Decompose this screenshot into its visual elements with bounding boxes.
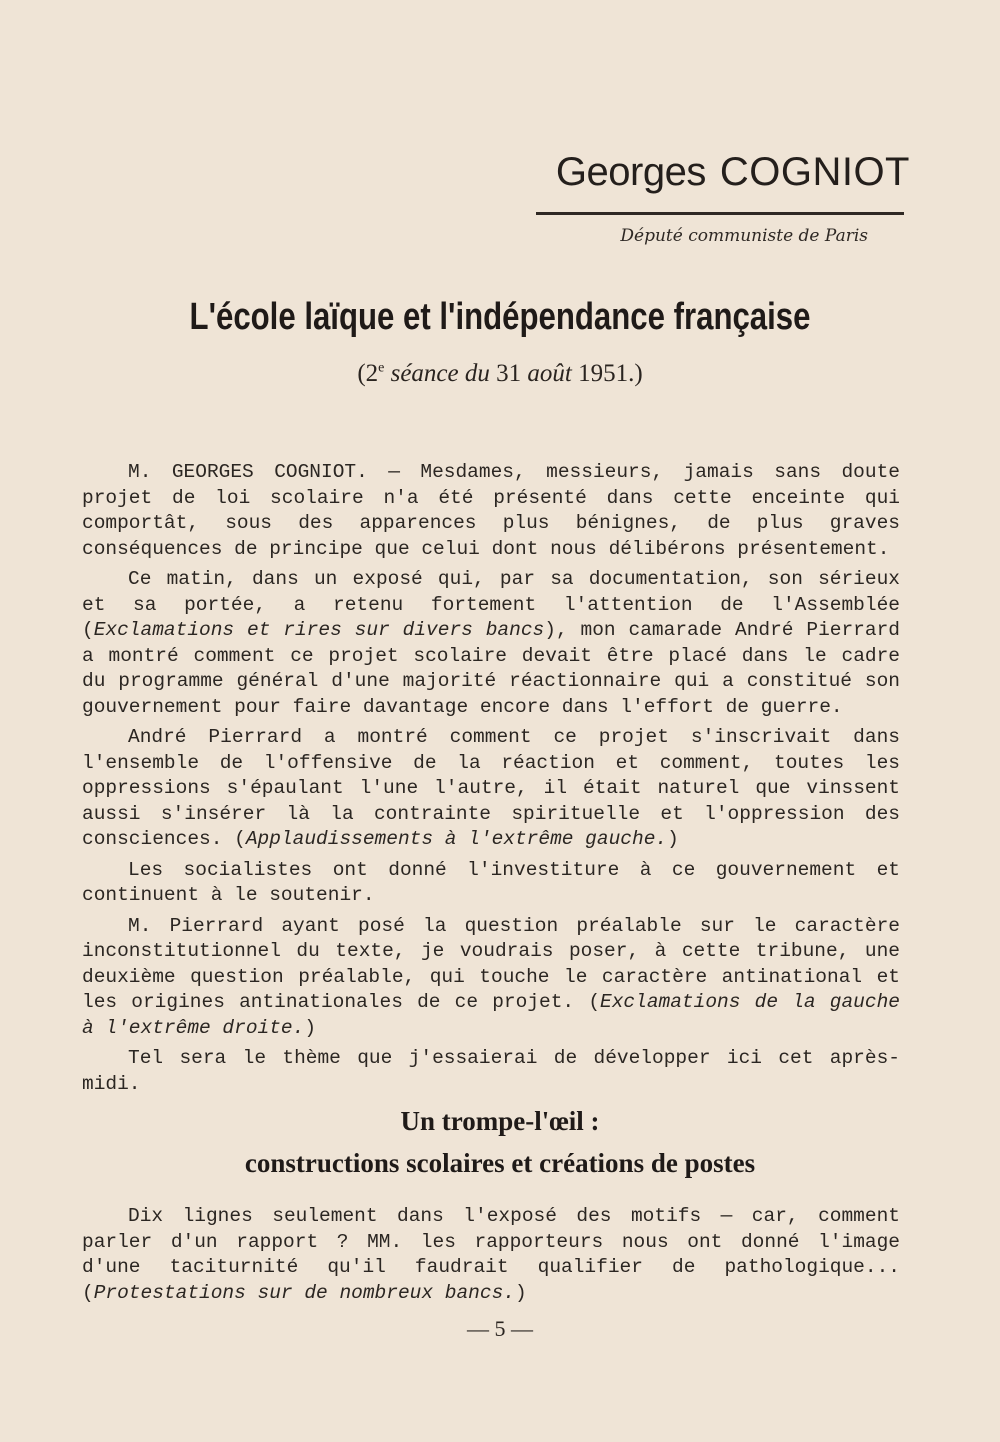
- paragraph-5: [82, 914, 900, 1042]
- paragraph-1: M. GEORGES COGNIOT. — Mesdames, messieurs, jamais sans doute projet de loi scolaire n'a été présenté dans cette enceinte qui comportât, sous des apparences plus bénignes, de plus graves conséquences de principe que celui dont nous délibérons présentement.: [82, 461, 900, 560]
- session-italic: séance du: [390, 360, 490, 387]
- section-heading-line2: constructions scolaires et créations de postes: [244, 1148, 756, 1178]
- paragraph-3: [82, 725, 900, 853]
- paragraph-2: [82, 567, 900, 720]
- paragraph-3-after: ): [667, 828, 679, 850]
- author-last-name: COGNIOT: [719, 150, 910, 194]
- section-body: [82, 1204, 900, 1306]
- author-underline: [536, 212, 904, 215]
- author-header: [520, 150, 910, 195]
- session-open: (2: [357, 360, 379, 387]
- session-sup: e: [378, 360, 385, 376]
- session-month: août: [527, 360, 572, 387]
- section-paragraph: [82, 1204, 900, 1306]
- section-paragraph-after: ): [514, 1281, 527, 1304]
- section-paragraph-before: Dix lignes seulement dans l'exposé des motifs — car, comment parler d'un rapport ? MM. les rapporteurs nous ont donné l'image d'une taciturnité qu'il faudrait qualifier de pathologique... (: [82, 1205, 900, 1304]
- paragraph-3-before: André Pierrard a montré comment ce projet s'inscrivait dans l'ensemble de l'offensive de la réaction et comment, toutes les oppressions s'épaulant l'une l'autre, il était naturel que vinssent aussi s'insérer là la contrainte spirituelle et l'oppression des consciences. (: [82, 726, 900, 850]
- paragraph-4: Les socialistes ont donné l'investiture à ce gouvernement et continuent à le soutenir.: [82, 858, 900, 906]
- paragraph-6: Tel sera le thème que j'essaierai de développer ici cet après-midi.: [82, 1047, 900, 1095]
- author-name: [520, 150, 910, 195]
- author-role: Député communiste de Paris: [620, 226, 868, 246]
- session-day: 31: [496, 360, 522, 387]
- paragraph-3-italic: Applaudissements à l'extrême gauche.: [245, 828, 668, 850]
- paragraph-2-before: Ce matin, dans un exposé qui, par sa documentation, son sérieux et sa portée, a retenu fortement l'attention de l'Assemblée (: [82, 568, 900, 641]
- speech-body: [82, 460, 900, 1102]
- paragraph-5-before: M. Pierrard ayant posé la question préalable sur le caractère inconstitutionnel du texte, je voudrais poser, à cette tribune, une deuxième question préalable, qui touche le caractère antinational et les origines antinationales de ce projet. (: [82, 914, 900, 1013]
- document-title: L'école laïque et l'indépendance française: [189, 296, 811, 338]
- author-first-name: Georges: [555, 150, 706, 194]
- paragraph-2-italic: Exclamations et rires sur divers bancs: [93, 619, 545, 641]
- section-heading-line1: Un trompe-l'œil :: [400, 1106, 600, 1136]
- section-paragraph-italic: Protestations sur de nombreux bancs.: [93, 1281, 515, 1304]
- page-number: — 5 —: [467, 1316, 533, 1341]
- paragraph-2-after: ), mon camarade André Pierrard a montré comment ce projet scolaire devait être placé dans le cadre du programme général d'une majorité réactionnaire qui a constitué son gouvernement pour faire davantage encore dans l'effort de guerre.: [82, 619, 900, 718]
- paragraph-5-after: ): [304, 1016, 317, 1039]
- session-year: 1951.): [578, 360, 643, 387]
- paragraph-5-italic: Exclamations de la gauche à l'extrême droite.: [82, 991, 900, 1039]
- session-line: [80, 360, 920, 388]
